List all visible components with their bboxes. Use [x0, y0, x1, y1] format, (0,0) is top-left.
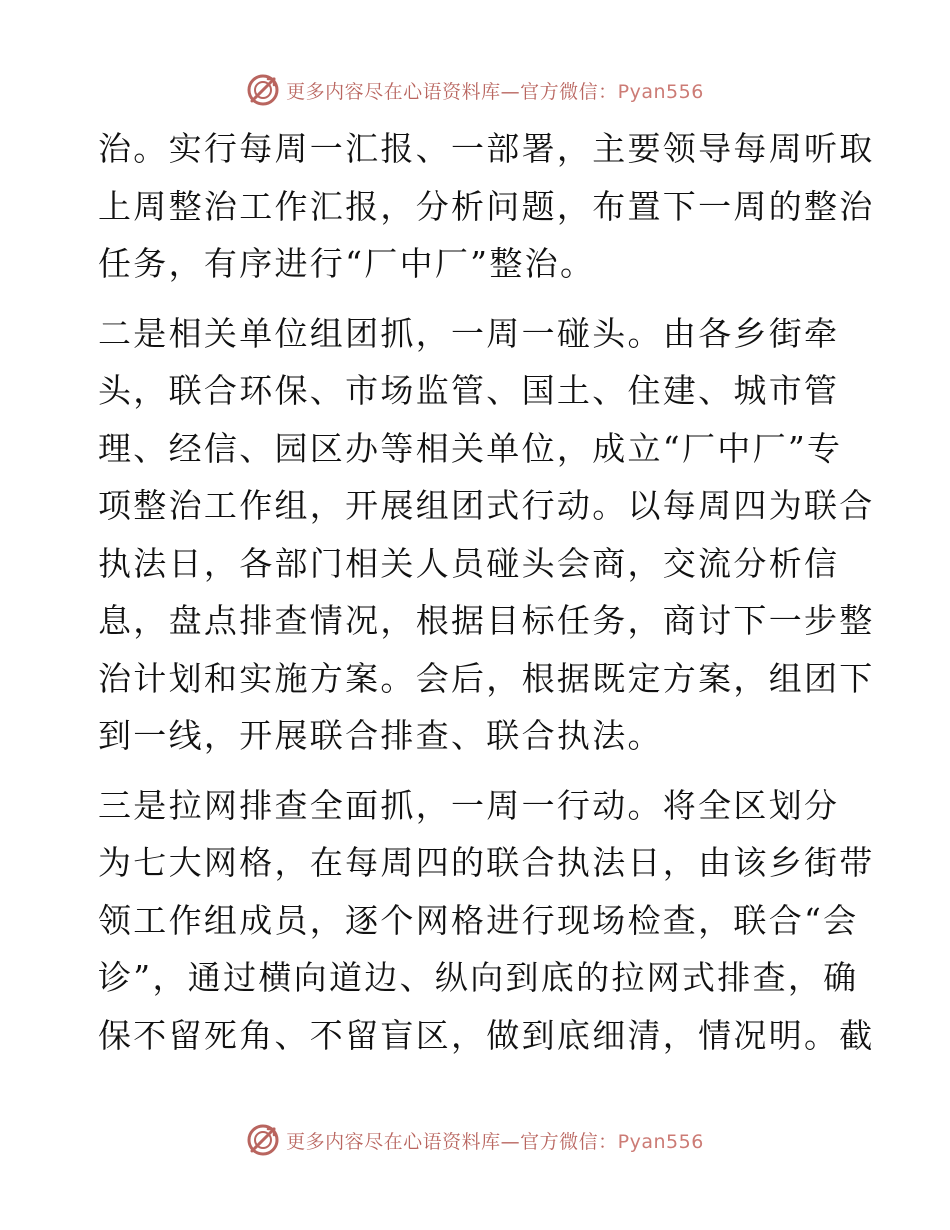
paragraph	[98, 120, 875, 293]
logo-icon	[246, 73, 280, 107]
text-line: 二是相关单位组团抓，一周一碰头。由各乡街牵	[98, 313, 840, 353]
text-line: 任务，有序进行“厂中厂”整治。	[98, 244, 596, 283]
text-line: 保不留死角、不留盲区，做到底细清，情况明。截	[98, 1015, 875, 1055]
text-line: 上周整治工作汇报，分析问题，布置下一周的整治	[98, 186, 875, 226]
text-line: 领工作组成员，逐个网格进行现场检查，联合“会	[98, 900, 859, 940]
paragraph	[98, 777, 875, 1065]
header-watermark	[0, 70, 950, 110]
text-line: 治。实行每周一汇报、一部署，主要领导每周听取	[98, 129, 875, 168]
text-line: 诊”，通过横向道边、纵向到底的拉网式排查，确	[98, 958, 859, 997]
watermark-text	[286, 1127, 704, 1154]
watermark-text	[286, 77, 704, 104]
text-line: 理、经信、园区办等相关单位，成立“厂中厂”专	[98, 428, 843, 468]
text-line: 头，联合环保、市场监管、国土、住建、城市管	[98, 371, 840, 410]
watermark-id: Pyan556	[617, 1130, 704, 1153]
document-body	[98, 120, 875, 1064]
text-line: 项整治工作组，开展组团式行动。以每周四为联合	[98, 486, 875, 525]
text-line: 执法日，各部门相关人员碰头会商，交流分析信	[98, 543, 840, 583]
text-line: 息，盘点排查情况，根据目标任务，商讨下一步整	[98, 601, 875, 640]
watermark-label: 更多内容尽在心语资料库—官方微信：	[286, 80, 618, 103]
logo-icon	[246, 1123, 280, 1157]
watermark-label: 更多内容尽在心语资料库—官方微信：	[286, 1130, 618, 1153]
text-line: 治计划和实施方案。会后，根据既定方案，组团下	[98, 658, 875, 698]
text-line: 到一线，开展联合排查、联合执法。	[98, 716, 663, 755]
text-line: 为七大网格，在每周四的联合执法日，由该乡街带	[98, 843, 875, 882]
footer-watermark	[0, 1120, 950, 1160]
text-line: 三是拉网排查全面抓，一周一行动。将全区划分	[98, 785, 840, 825]
paragraph	[98, 305, 875, 765]
watermark-id: Pyan556	[617, 80, 704, 103]
